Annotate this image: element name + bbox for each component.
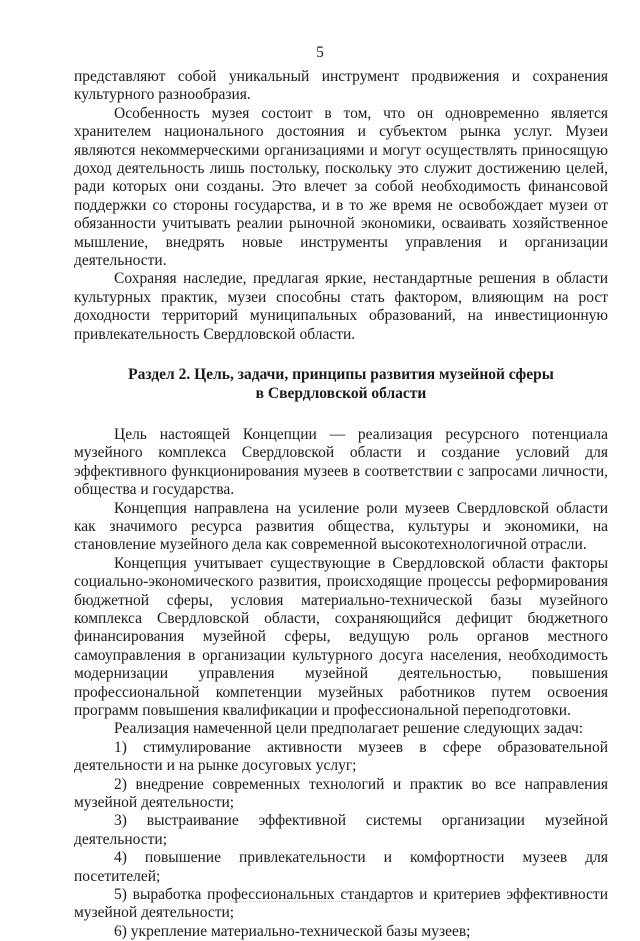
- task-item: 4) повышение привлекательности и комфортности музеев для посетителей;: [74, 849, 608, 885]
- paragraph: Реализация намеченной цели предполагает решение следующих задач:: [114, 720, 584, 738]
- task-item: 2) внедрение современных технологий и практик во все направления музейной деятельности;: [74, 775, 608, 812]
- task-item: 6) укрепление материально-технической базы музеев;: [114, 922, 471, 940]
- task-item: 1) стимулирование активности музеев в сфере образовательной деятельности и на рынке досуговых услуг;: [74, 738, 608, 775]
- scan-edge-mark: [230, 901, 400, 903]
- paragraph: Концепция учитывает существующие в Свердловской области факторы социально-экономического развития, происходящие процессы реформирования бюджетной сферы, условия материально-технической базы музейного комплекса Свердловской области, сохраняющийся дефицит бюджетного финансирования музейной сферы, ведущую роль органов местного самоуправления в организации культурного досуга населения, необходимость модернизации управления музейной деятельностью, повышения профессиональной компетенции музейных работников путем освоения программ повышения квалификации и профессиональной переподготовки.: [74, 554, 608, 719]
- section-heading-line: Раздел 2. Цель, задачи, принципы развития музейной сферы: [128, 366, 554, 384]
- paragraph: представляют собой уникальный инструмент продвижения и сохранения культурного разнообразия.: [74, 68, 608, 104]
- paragraph: Особенность музея состоит в том, что он одновременно является хранителем национального достояния и субъектом рынка услуг. Музеи являются некоммерческими организациями и могут осуществлять приносящую доход деятельность лишь постольку, поскольку это служит достижению целей, ради которых они созданы. Это влечет за собой необходимость финансовой поддержки со стороны государства, и в то же время не освобождает музеи от обязанности учитывать реалии рыночной экономики, осваивать хозяйственное мышление, внедрять новые инструменты управления и организации деятельности.: [74, 104, 608, 270]
- paragraph: Цель настоящей Концепции — реализация ресурсного потенциала музейного комплекса Свердловской области и создание условий для эффективного функционирования музеев в соответствии с запросами личности, общества и государства.: [74, 425, 608, 499]
- page-number: 5: [316, 44, 324, 61]
- paragraph: Концепция направлена на усиление роли музеев Свердловской области как значимого ресурса развития общества, культуры и экономики, на становление музейного дела как современной высокотехнологичной отрасли.: [74, 499, 608, 554]
- section-heading-line: в Свердловской области: [255, 384, 427, 402]
- task-item: 5) выработка профессиональных стандартов и критериев эффективности музейной деятельности;: [74, 886, 608, 922]
- section-heading: [74, 366, 608, 403]
- task-item: 3) выстраивание эффективной системы организации музейной деятельности;: [74, 812, 608, 848]
- document-body: [74, 68, 608, 941]
- paragraph: Сохраняя наследие, предлагая яркие, нестандартные решения в области культурных практик, музеи способны стать фактором, влияющим на рост доходности территорий муниципальных образований, на инвестиционную привлекательность Свердловской области.: [74, 270, 608, 343]
